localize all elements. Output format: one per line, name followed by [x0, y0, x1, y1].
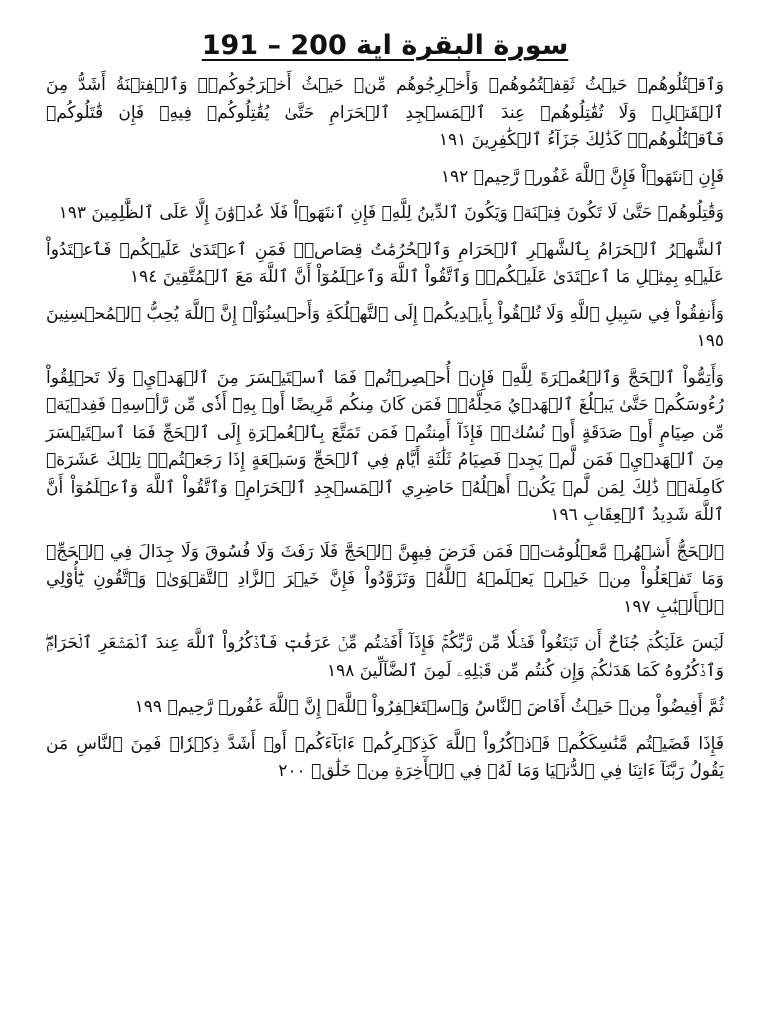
- page-title: سورة البقرة اية 200 – 191: [201, 30, 569, 61]
- verse-200: فَإِذَا قَضَيۡتُم مَّنَٰسِكَكُمۡ فَٱذۡكُرُواْ ٱللَّهَ كَذِكۡرِكُمۡ ءَابَآءَكُمۡ أَوۡ أَشَدَّ ذِكۡرٗاۗ فَمِنَ ٱلنَّاسِ مَن يَقُولُ رَبَّنَآ ءَاتِنَا فِي ٱلدُّنۡيَا وَمَا لَهُۥ فِي ٱلۡأٓخِرَةِ مِنۡ خَلَٰقٖ ٢٠٠: [46, 733, 724, 781]
- verse-192: فَإِنِ ٱنتَهَوۡاْ فَإِنَّ ٱللَّهَ غَفُورٞ رَّحِيمٞ ١٩٢: [440, 166, 724, 187]
- verse-198: لَيۡسَ عَلَيۡكُمۡ جُنَاحٌ أَن تَبۡتَغُواْ فَضۡلٗا مِّن رَّبِّكُمۡۚ فَإِذَآ أَفَضۡتُم مِّنۡ عَرَفَٰتٖ فَٱذۡكُرُواْ ٱللَّهَ عِندَ ٱلۡمَشۡعَرِ ٱلۡحَرَامِۖ وَٱذۡكُرُوهُ كَمَا هَدَىٰكُمۡ وَإِن كُنتُم مِّن قَبۡلِهِۦ لَمِنَ ٱلضَّآلِّينَ ١٩٨: [46, 633, 724, 681]
- document-page: [46, 26, 724, 795]
- verse-199: ثُمَّ أَفِيضُواْ مِنۡ حَيۡثُ أَفَاضَ ٱلنَّاسُ وَٱسۡتَغۡفِرُواْ ٱللَّهَۚ إِنَّ ٱللَّهَ غَفُورٞ رَّحِيمٞ ١٩٩: [134, 697, 724, 717]
- verse-197: ٱلۡحَجُّ أَشۡهُرٞ مَّعۡلُومَٰتٞۚ فَمَن فَرَضَ فِيهِنَّ ٱلۡحَجَّ فَلَا رَفَثَ وَلَا فُسُوقَ وَلَا جِدَالَ فِي ٱلۡحَجِّۗ وَمَا تَفۡعَلُواْ مِنۡ خَيۡرٖ يَعۡلَمۡهُ ٱللَّهُۗ وَتَزَوَّدُواْ فَإِنَّ خَيۡرَ ٱلزَّادِ ٱلتَّقۡوَىٰۖ وَٱتَّقُونِ يَٰٓأُوْلِي ٱلۡأَلۡبَٰبِ ١٩٧: [46, 541, 724, 617]
- verse-194: ٱلشَّهۡرُ ٱلۡحَرَامُ بِٱلشَّهۡرِ ٱلۡحَرَامِ وَٱلۡحُرُمَٰتُ قِصَاصٞۚ فَمَنِ ٱعۡتَدَىٰ عَلَيۡكُمۡ فَٱعۡتَدُواْ عَلَيۡهِ بِمِثۡلِ مَا ٱعۡتَدَىٰ عَلَيۡكُمۡۚ وَٱتَّقُواْ ٱللَّهَ وَٱعۡلَمُوٓاْ أَنَّ ٱللَّهَ مَعَ ٱلۡمُتَّقِينَ ١٩٤: [46, 239, 724, 287]
- verse-196: وَأَتِمُّواْ ٱلۡحَجَّ وَٱلۡعُمۡرَةَ لِلَّهِۚ فَإِنۡ أُحۡصِرۡتُمۡ فَمَا ٱسۡتَيۡسَرَ مِنَ ٱلۡهَدۡيِۖ وَلَا تَحۡلِقُواْ رُءُوسَكُمۡ حَتَّىٰ يَبۡلُغَ ٱلۡهَدۡيُ مَحِلَّهُۥۚ فَمَن كَانَ مِنكُم مَّرِيضًا أَوۡ بِهِۦٓ أَذٗى مِّن رَّأۡسِهِۦ فَفِدۡيَةٞ مِّن صِيَامٍ أَوۡ صَدَقَةٍ أَوۡ نُسُكٖۚ فَإِذَآ أَمِنتُمۡ فَمَن تَمَتَّعَ بِٱلۡعُمۡرَةِ إِلَى ٱلۡحَجِّ فَمَا ٱسۡتَيۡسَرَ مِنَ ٱلۡهَدۡيِۚ فَمَن لَّمۡ يَجِدۡ فَصِيَامُ ثَلَٰثَةِ أَيَّامٖ فِي ٱلۡحَجِّ وَسَبۡعَةٍ إِذَا رَجَعۡتُمۡۗ تِلۡكَ عَشَرَةٞ كَامِلَةٞۗ ذَٰلِكَ لِمَن لَّمۡ يَكُنۡ أَهۡلُهُۥ حَاضِرِي ٱلۡمَسۡجِدِ ٱلۡحَرَامِۚ وَٱتَّقُواْ ٱللَّهَ وَٱعۡلَمُوٓاْ أَنَّ ٱللَّهَ شَدِيدُ ٱلۡعِقَابِ ١٩٦: [46, 367, 724, 525]
- verse-193: وَقَٰتِلُوهُمۡ حَتَّىٰ لَا تَكُونَ فِتۡنَةٞ وَيَكُونَ ٱلدِّينُ لِلَّهِۖ فَإِنِ ٱنتَهَوۡاْ فَلَا عُدۡوَٰنَ إِلَّا عَلَى ٱلظَّٰلِمِينَ ١٩٣: [58, 203, 724, 223]
- verse-195: وَأَنفِقُواْ فِي سَبِيلِ ٱللَّهِ وَلَا تُلۡقُواْ بِأَيۡدِيكُمۡ إِلَى ٱلتَّهۡلُكَةِ وَأَحۡسِنُوٓاْۚ إِنَّ ٱللَّهَ يُحِبُّ ٱلۡمُحۡسِنِينَ ١٩٥: [46, 303, 724, 351]
- verse-191: وَٱقۡتُلُوهُمۡ حَيۡثُ ثَقِفۡتُمُوهُمۡ وَأَخۡرِجُوهُم مِّنۡ حَيۡثُ أَخۡرَجُوكُمۡۚ وَٱلۡفِتۡنَةُ أَشَدُّ مِنَ ٱلۡقَتۡلِۚ وَلَا تُقَٰتِلُوهُمۡ عِندَ ٱلۡمَسۡجِدِ ٱلۡحَرَامِ حَتَّىٰ يُقَٰتِلُوكُمۡ فِيهِۖ فَإِن قَٰتَلُوكُمۡ فَٱقۡتُلُوهُمۡۗ كَذَٰلِكَ جَزَآءُ ٱلۡكَٰفِرِينَ ١٩١: [46, 75, 724, 150]
